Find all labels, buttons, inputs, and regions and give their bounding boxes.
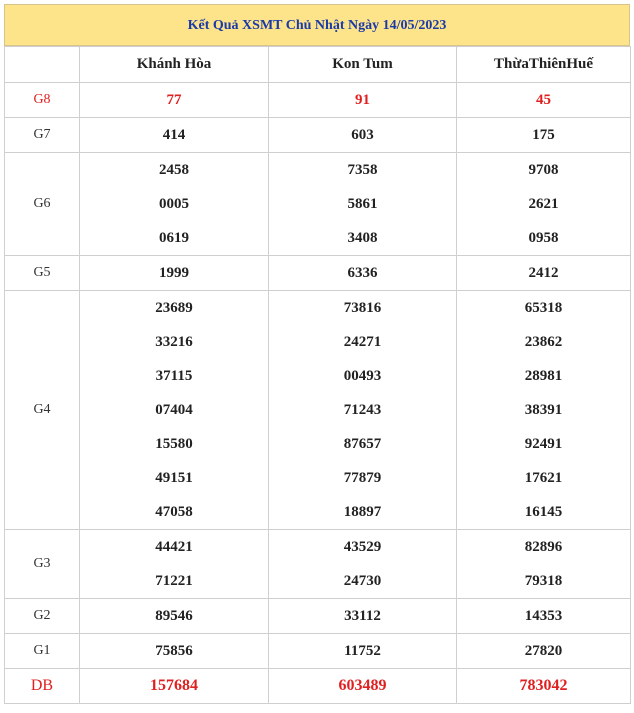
prize-label: G8 [5,83,80,118]
result-number: 28981 [457,359,631,393]
prize-row-g4 [5,291,631,326]
prize-row-g6 [5,221,631,256]
result-number: 27820 [457,634,631,669]
prize-row-g4 [5,325,631,359]
prize-row-g4 [5,495,631,530]
prize-label: G4 [5,291,80,530]
result-number: 6336 [269,256,457,291]
result-number: 9708 [457,153,631,188]
prize-row-g3 [5,564,631,599]
prize-row-g4 [5,359,631,393]
province-header: Kon Tum [269,47,457,83]
result-number: 44421 [80,530,269,565]
result-number: 0005 [80,187,269,221]
result-number: 414 [80,118,269,153]
result-number: 47058 [80,495,269,530]
result-number: 89546 [80,599,269,634]
result-number: 92491 [457,427,631,461]
prize-row-g1 [5,634,631,669]
result-number: 75856 [80,634,269,669]
result-number: 7358 [269,153,457,188]
result-number: 11752 [269,634,457,669]
result-number: 157684 [80,669,269,704]
result-number: 15580 [80,427,269,461]
result-number: 65318 [457,291,631,326]
result-number: 77 [80,83,269,118]
prize-label: G7 [5,118,80,153]
prize-row-g8 [5,83,631,118]
prize-row-g4 [5,427,631,461]
result-number: 00493 [269,359,457,393]
result-number: 1999 [80,256,269,291]
result-number: 16145 [457,495,631,530]
result-number: 603 [269,118,457,153]
result-number: 49151 [80,461,269,495]
results-title: Kết Quả XSMT Chủ Nhật Ngày 14/05/2023 [4,4,630,46]
result-number: 45 [457,83,631,118]
result-number: 87657 [269,427,457,461]
result-number: 18897 [269,495,457,530]
prize-row-db [5,669,631,704]
result-number: 79318 [457,564,631,599]
result-number: 2458 [80,153,269,188]
prize-row-g5 [5,256,631,291]
results-table [4,46,631,704]
prize-label: G3 [5,530,80,599]
result-number: 37115 [80,359,269,393]
result-number: 0619 [80,221,269,256]
prize-label: G5 [5,256,80,291]
result-number: 17621 [457,461,631,495]
province-header: ThừaThiênHuế [457,47,631,83]
header-row [5,47,631,83]
prize-header [5,47,80,83]
results-container [4,4,630,704]
result-number: 175 [457,118,631,153]
result-number: 24730 [269,564,457,599]
result-number: 2621 [457,187,631,221]
result-number: 82896 [457,530,631,565]
result-number: 38391 [457,393,631,427]
result-number: 2412 [457,256,631,291]
result-number: 783042 [457,669,631,704]
result-number: 43529 [269,530,457,565]
result-number: 14353 [457,599,631,634]
result-number: 91 [269,83,457,118]
prize-row-g6 [5,153,631,188]
prize-row-g2 [5,599,631,634]
prize-row-g6 [5,187,631,221]
prize-row-g3 [5,530,631,565]
result-number: 77879 [269,461,457,495]
result-number: 0958 [457,221,631,256]
prize-label: G2 [5,599,80,634]
prize-label: G6 [5,153,80,256]
prize-label: DB [5,669,80,704]
result-number: 71243 [269,393,457,427]
result-number: 23689 [80,291,269,326]
result-number: 5861 [269,187,457,221]
results-body [5,83,631,704]
result-number: 07404 [80,393,269,427]
result-number: 23862 [457,325,631,359]
result-number: 33216 [80,325,269,359]
prize-row-g4 [5,393,631,427]
result-number: 71221 [80,564,269,599]
result-number: 73816 [269,291,457,326]
result-number: 603489 [269,669,457,704]
province-header: Khánh Hòa [80,47,269,83]
result-number: 24271 [269,325,457,359]
prize-row-g7 [5,118,631,153]
prize-label: G1 [5,634,80,669]
result-number: 33112 [269,599,457,634]
prize-row-g4 [5,461,631,495]
result-number: 3408 [269,221,457,256]
